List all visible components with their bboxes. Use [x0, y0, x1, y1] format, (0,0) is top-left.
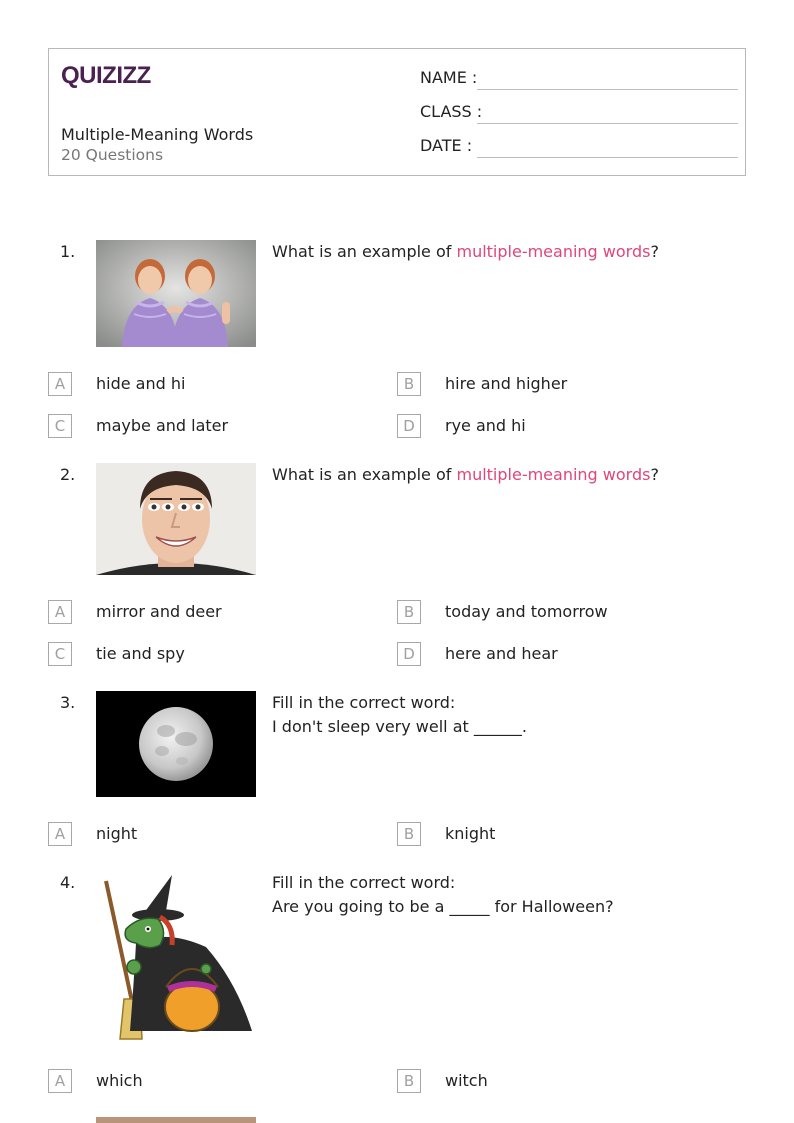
option-d-box[interactable]: D [397, 414, 421, 438]
name-field[interactable] [420, 68, 736, 94]
option-a-text[interactable]: mirror and deer [96, 602, 222, 621]
option-c-text[interactable]: maybe and later [96, 416, 229, 435]
option-a-box[interactable]: A [48, 822, 72, 846]
option-b-box[interactable]: B [397, 600, 421, 624]
question-text: Fill in the correct word: I don't sleep very well at ______. [272, 693, 527, 736]
question-text: What is an example of multiple-meaning words? [272, 465, 659, 484]
date-field[interactable] [420, 136, 736, 162]
option-c-text[interactable]: tie and spy [96, 644, 185, 663]
option-b-box[interactable]: B [397, 372, 421, 396]
class-label: CLASS : [420, 102, 483, 121]
worksheet-title: Multiple-Meaning Words [61, 125, 254, 144]
full-moon-photo [96, 691, 256, 797]
question-count: 20 Questions [61, 146, 164, 164]
date-line[interactable] [477, 157, 738, 158]
twin-girls-photo [96, 240, 256, 347]
four-eyed-face-photo [96, 463, 256, 575]
option-b-text[interactable]: witch [445, 1071, 488, 1090]
highlight-term: multiple-meaning words [456, 465, 651, 484]
class-field[interactable] [420, 102, 736, 128]
next-question-photo [96, 1117, 256, 1123]
option-a-box[interactable]: A [48, 1069, 72, 1093]
option-d-box[interactable]: D [397, 642, 421, 666]
option-a-box[interactable]: A [48, 372, 72, 396]
option-a-box[interactable]: A [48, 600, 72, 624]
question-text: Fill in the correct word: Are you going to be a _____ for Halloween? [272, 873, 614, 916]
name-label: NAME : [420, 68, 478, 87]
date-label: DATE : [420, 136, 473, 155]
question-number: 1. [60, 242, 76, 261]
option-b-text[interactable]: knight [445, 824, 496, 843]
option-b-box[interactable]: B [397, 1069, 421, 1093]
svg-text:QUIZIZZ: QUIZIZZ [61, 62, 151, 89]
option-b-box[interactable]: B [397, 822, 421, 846]
option-d-text[interactable]: here and hear [445, 644, 558, 663]
option-b-text[interactable]: today and tomorrow [445, 602, 608, 621]
option-a-text[interactable]: night [96, 824, 138, 843]
highlight-term: multiple-meaning words [456, 242, 651, 261]
question-text: What is an example of multiple-meaning words? [272, 242, 659, 261]
question-number: 4. [60, 873, 76, 892]
quizizz-logo [61, 59, 161, 89]
option-b-text[interactable]: hire and higher [445, 374, 568, 393]
option-c-box[interactable]: C [48, 414, 72, 438]
question-number: 3. [60, 693, 76, 712]
option-c-box[interactable]: C [48, 642, 72, 666]
option-a-text[interactable]: which [96, 1071, 143, 1090]
question-number: 2. [60, 465, 76, 484]
worksheet-header [48, 48, 746, 176]
name-line[interactable] [477, 89, 738, 90]
option-a-text[interactable]: hide and hi [96, 374, 186, 393]
class-line[interactable] [477, 123, 738, 124]
witch-cartoon [96, 871, 256, 1041]
option-d-text[interactable]: rye and hi [445, 416, 526, 435]
